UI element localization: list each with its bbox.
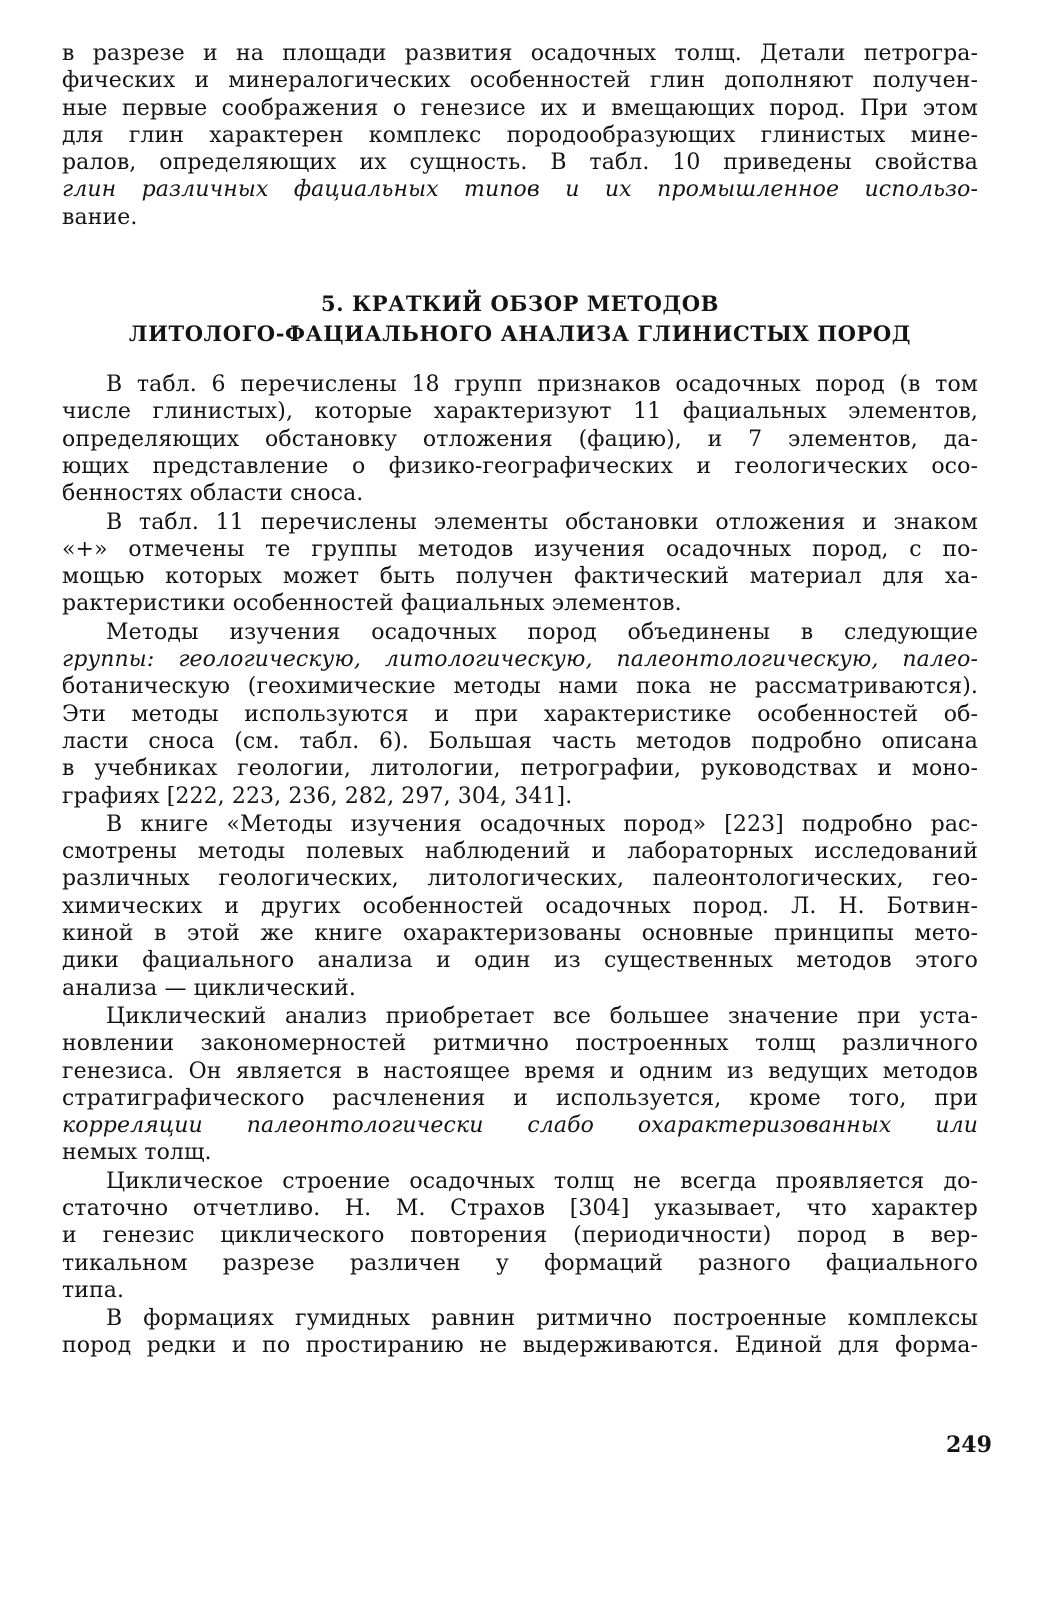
text-line: пород редки и по простиранию не выдерживаются. Единой для форма-: [62, 1333, 978, 1359]
text-line: дики фациального анализа и один из существенных методов этого: [62, 948, 978, 974]
text-line: Методы изучения осадочных пород объединены в следующие: [106, 619, 978, 645]
text-line: группы: геологическую, литологическую, палеонтологическую, палео-: [62, 647, 978, 673]
text-line: статочно отчетливо. Н. М. Страхов [304] указывает, что характер: [62, 1195, 978, 1221]
text-line: мощью которых может быть получен фактический материал для ха-: [62, 564, 978, 590]
text-line: ющих представление о физико-географических и геологических осо-: [62, 453, 978, 479]
text-line: ласти сноса (см. табл. 6). Большая часть методов подробно описана: [62, 728, 978, 754]
text-line: генезиса. Он является в настоящее время и одним из ведущих методов: [62, 1058, 978, 1084]
text-line: тикальном разрезе различен у формаций разного фациального: [62, 1250, 978, 1276]
text-line: в учебниках геологии, литологии, петрографии, руководствах и моно-: [62, 756, 978, 782]
text-line: В табл. 6 перечислены 18 групп признаков осадочных пород (в том: [106, 372, 978, 398]
text-line: Циклический анализ приобретает все большее значение при уста-: [106, 1003, 978, 1029]
text-line: и генезис циклического повторения (периодичности) пород в вер-: [62, 1223, 978, 1249]
text-line: различных геологических, литологических, палеонтологических, гео-: [62, 866, 978, 892]
text-line: вание.: [62, 204, 138, 230]
text-line: рактеристики особенностей фациальных элементов.: [62, 591, 682, 617]
text-line: определяющих обстановку отложения (фацию), и 7 элементов, да-: [62, 426, 978, 452]
text-line: глин различных фациальных типов и их промышленное использо-: [62, 177, 978, 203]
text-line: бенностях области сноса.: [62, 481, 364, 507]
text-line: Эти методы используются и при характеристике особенностей об-: [62, 701, 978, 727]
section-heading-line-2: ЛИТОЛОГО-ФАЦИАЛЬНОГО АНАЛИЗА ГЛИНИСТЫХ ПОРОД: [128, 321, 912, 347]
page-number: 249: [946, 1432, 992, 1458]
paragraph: [62, 811, 978, 1002]
paragraph: [62, 371, 978, 507]
text-line: новлении закономерностей ритмично построенных толщ различного: [62, 1031, 978, 1057]
paragraph: [62, 509, 978, 618]
text-line: ные первые соображения о генезисе их и вмещающих пород. При этом: [62, 95, 978, 121]
text-line: В табл. 11 перечислены элементы обстановки отложения и знаком: [106, 509, 978, 535]
text-line: графиях [222, 223, 236, 282, 297, 304, 341].: [62, 783, 573, 809]
text-line: смотрены методы полевых наблюдений и лабораторных исследований: [62, 839, 978, 865]
text-line: В книге «Методы изучения осадочных пород» [223] подробно рас-: [106, 811, 978, 837]
text-line: корреляции палеонтологически слабо охарактеризованных или: [62, 1113, 978, 1139]
text-line: В формациях гумидных равнин ритмично построенные комплексы: [106, 1306, 978, 1332]
paragraph: [62, 1305, 978, 1360]
text-line: в разрезе и на площади развития осадочных толщ. Детали петрогра-: [62, 41, 978, 66]
text-line: Циклическое строение осадочных толщ не всегда проявляется до-: [106, 1168, 978, 1194]
intro-paragraph: [62, 40, 978, 231]
text-line: фических и минералогических особенностей глин дополняют получен-: [62, 68, 978, 94]
page-body: [62, 40, 978, 1360]
section-heading-line-1: 5. КРАТКИЙ ОБЗОР МЕТОДОВ: [320, 291, 720, 317]
text-line: ралов, определяющих их сущность. В табл. 10 приведены свойства: [62, 150, 978, 176]
paragraph: [62, 619, 978, 810]
section-heading: [62, 289, 978, 349]
text-line: ботаническую (геохимические методы нами пока не рассматриваются).: [62, 674, 978, 700]
paragraph: [62, 1003, 978, 1167]
text-line: для глин характерен комплекс породообразующих глинистых мине-: [62, 122, 978, 148]
text-line: немых толщ.: [62, 1140, 212, 1166]
text-line: числе глинистых), которые характеризуют 11 фациальных элементов,: [62, 399, 978, 425]
paragraph: [62, 1168, 978, 1304]
text-line: «+» отмечены те группы методов изучения осадочных пород, с по-: [62, 536, 978, 562]
text-line: типа.: [62, 1277, 125, 1303]
text-line: химических и других особенностей осадочных пород. Л. Н. Ботвин-: [62, 893, 978, 919]
text-line: стратиграфического расчленения и используется, кроме того, при: [62, 1085, 978, 1111]
text-line: анализа — циклический.: [62, 975, 356, 1001]
text-line: киной в этой же книге охарактеризованы основные принципы мето-: [62, 921, 978, 947]
